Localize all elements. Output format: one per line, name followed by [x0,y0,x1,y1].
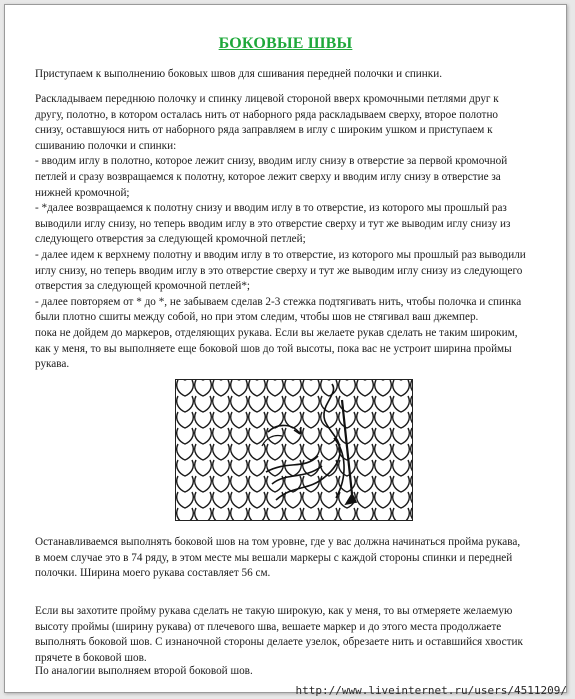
stitch-loop [249,412,266,428]
stitch-loop [231,396,248,412]
stitch-loop [393,380,410,396]
text-line: высоту проймы (ширину рукава) от плечевого шва, вешаете маркер и до этого места продолжаете [35,620,502,633]
stitch-loop [411,428,412,444]
stitch-loop [177,508,194,520]
stitch-loop [267,380,284,396]
stitch-loop [249,428,266,444]
stitch-loop [303,508,320,520]
stitch-loop [177,412,194,428]
stitch-loop [375,508,392,520]
stitch-loop [321,508,338,520]
stitch-loop [213,476,230,492]
text-line: Останавливаемся выполнять боковой шов на том уровне, где у вас должна начинаться пройма рукава, [35,536,521,548]
stitch-loop [213,412,230,428]
text-line: сшиванию полочки и спинки: [35,139,177,152]
stitch-loop [267,508,284,520]
stitch-loop [231,460,248,476]
stitch-loop [267,492,284,508]
stitch-loop [213,460,230,476]
stitch-loop [231,380,248,396]
stitch-loop [321,492,338,508]
stitch-loop [375,380,392,396]
stitch-loop [357,428,374,444]
stitch-loop [267,444,284,460]
stitch-loop [357,380,374,396]
intro-paragraph: Приступаем к выполнению боковых швов для сшивания передней полочки и спинки. [35,68,443,80]
stitch-loop [375,460,392,476]
stitch-loop [411,492,412,508]
stitch-loop [357,444,374,460]
stitch-loop [393,444,410,460]
stitch-loop [231,412,248,428]
stitch-loop [303,412,320,428]
stitch-loop [195,492,212,508]
text-line: как у меня, то вы выполняете еще боковой шов до той высоты, пока вас не устроит ширина проймы [35,342,512,355]
text-line: пока не дойдем до маркеров, отделяющих рукава. Если вы желаете рукав сделать не таким широким, [35,326,518,339]
document-page [4,4,567,693]
stitch-loop [393,460,410,476]
stitch-loop [285,460,302,476]
closing-paragraph: По аналогии выполняем второй боковой шов. [35,665,253,677]
stitch-loop [393,396,410,412]
stitch-loop [411,396,412,412]
stitch-loop [249,380,266,396]
stitch-loop [249,492,266,508]
stitch-loop [213,492,230,508]
stitch-loop [195,412,212,428]
text-line: выполнять боковой шов. С изнаночной стороны делаете узелок, обрезаете нить и оставшийся хвостик [35,636,523,649]
stitch-loop [303,380,320,396]
text-line: в моем случае это в 74 ряду, в этом месте мы вешали маркеры с каждой стороны спинки и передней [35,551,513,564]
text-line: отверстия за следующей кромочной петлей*; [35,280,251,293]
stitch-loop [249,476,266,492]
stitch-loop [375,412,392,428]
stitch-loop [411,476,412,492]
stitch-loop [177,380,194,396]
stitch-loop [195,380,212,396]
stitch-loop [339,396,356,412]
stitch-loop [375,476,392,492]
stitch-loop [339,508,356,520]
stitch-loop [285,380,302,396]
text-line: следующего отверстия за следующей кромочной петлей; [35,233,306,246]
text-line: иглу снизу, но теперь вводим иглу в это отверстие сверху и тут же выводим иглу снизу из следующего [35,264,523,277]
stitch-loop [231,492,248,508]
source-url: http://www.liveinternet.ru/users/4511209/ [295,684,567,697]
stitch-loop [213,380,230,396]
stitch-loop [411,412,412,428]
stitch-loop [213,428,230,444]
stitch-loop [213,508,230,520]
stitch-loop [177,428,194,444]
stitch-loop [285,396,302,412]
stitch-loop [177,396,194,412]
stitch-loop [339,380,356,396]
stitch-loop [231,444,248,460]
stitch-loop [321,380,338,396]
stitch-loop [213,444,230,460]
stitch-loop [339,460,356,476]
text-line: Если вы захотите пройму рукава сделать не такую широкую, как у меня, то вы отмеряете желаемую [35,605,513,617]
text-line: снизу, оставшуюся нить от наборного ряда заправляем в иглу с широким ушком и приступаем к [35,124,493,137]
text-line: прячете в боковой шов. [35,651,147,664]
stitch-loop [375,396,392,412]
stitch-loop [249,460,266,476]
stitch-loop [411,444,412,460]
stitch-loop [177,492,194,508]
text-line: Раскладываем переднюю полочку и спинку лицевой стороной вверх кромочными петлями друг к [35,93,499,105]
stitch-loop [177,460,194,476]
stitch-loop [357,492,374,508]
stitch-loop [303,492,320,508]
stitch-loop [195,444,212,460]
text-line: - далее идем к верхнему полотну и вводим иглу в то отверстие, из которого мы прошлый раз выводили [35,248,526,261]
stitch-loop [249,508,266,520]
stitch-loop [357,460,374,476]
stitch-loop [321,396,338,412]
text-line: - далее повторяем от * до *, не забываем сделав 2-3 стежка подтягивать нить, чтобы полочка и спинка [35,295,522,308]
stitch-loop [231,476,248,492]
stitch-loop [375,428,392,444]
stitch-loop [267,396,284,412]
text-line: полочки. Ширина моего рукава составляет 56 см. [35,567,271,580]
stitch-loop [303,396,320,412]
text-line: выводили иглу снизу, но теперь вводим иглу в это отверстие сверху и тут же выводим иглу снизу из [35,217,511,230]
stitch-loop [285,444,302,460]
stitch-loop [195,460,212,476]
stitch-loop [249,396,266,412]
stitch-loop [393,476,410,492]
instructions-paragraph [35,92,539,373]
stitch-loop [321,444,338,460]
stitch-loop [249,444,266,460]
stitch-loop [285,508,302,520]
stop-paragraph [35,535,539,582]
stitch-loop [177,444,194,460]
stitch-loop [393,492,410,508]
text-line: другу, полотно, в котором осталась нить от наборного ряда раскладываем сверху, второе полотно [35,108,499,121]
stitch-loop [195,508,212,520]
stitch-loop [285,428,302,444]
stitch-loop [357,508,374,520]
stitch-loop [339,412,356,428]
stitch-loop [195,428,212,444]
stitch-loop [213,396,230,412]
stitch-loop [285,492,302,508]
stitch-loop [393,508,410,520]
stitch-loop [357,476,374,492]
text-line: - вводим иглу в полотно, которое лежит снизу, вводим иглу снизу в отверстие за первой кромочной [35,155,508,168]
stitch-loop [375,492,392,508]
stitch-loop [393,412,410,428]
stitch-loop [411,460,412,476]
stitch-loop [231,508,248,520]
stitch-loop [393,428,410,444]
stitch-loop [177,476,194,492]
armhole-paragraph [35,604,539,666]
stitch-loop [411,380,412,396]
stitch-loop [357,412,374,428]
stitch-loop [231,428,248,444]
text-line: рукава. [35,358,70,371]
stitch-loop [375,444,392,460]
knitting-seam-illustration-icon [175,379,413,521]
text-line: нижней кромочной; [35,186,130,199]
page-title: БОКОВЫЕ ШВЫ [218,35,353,52]
stitch-loop [195,476,212,492]
stitch-loop [303,476,320,492]
text-line: были плотно сшиты между собой, но при этом следим, чтобы шов не стягивал ваш джемпер. [35,311,479,324]
text-line: петлей и сразу возвращаемся к полотну, которое лежит сверху и вводим иглу снизу в отверстие за [35,170,501,183]
stitch-loop [195,396,212,412]
stitch-loop [411,508,412,520]
text-line: - *далее возвращаемся к полотну снизу и вводим иглу в то отверстие, из которого мы прошлый раз [35,202,507,215]
stitch-loop [357,396,374,412]
stitch-loop [303,428,320,444]
